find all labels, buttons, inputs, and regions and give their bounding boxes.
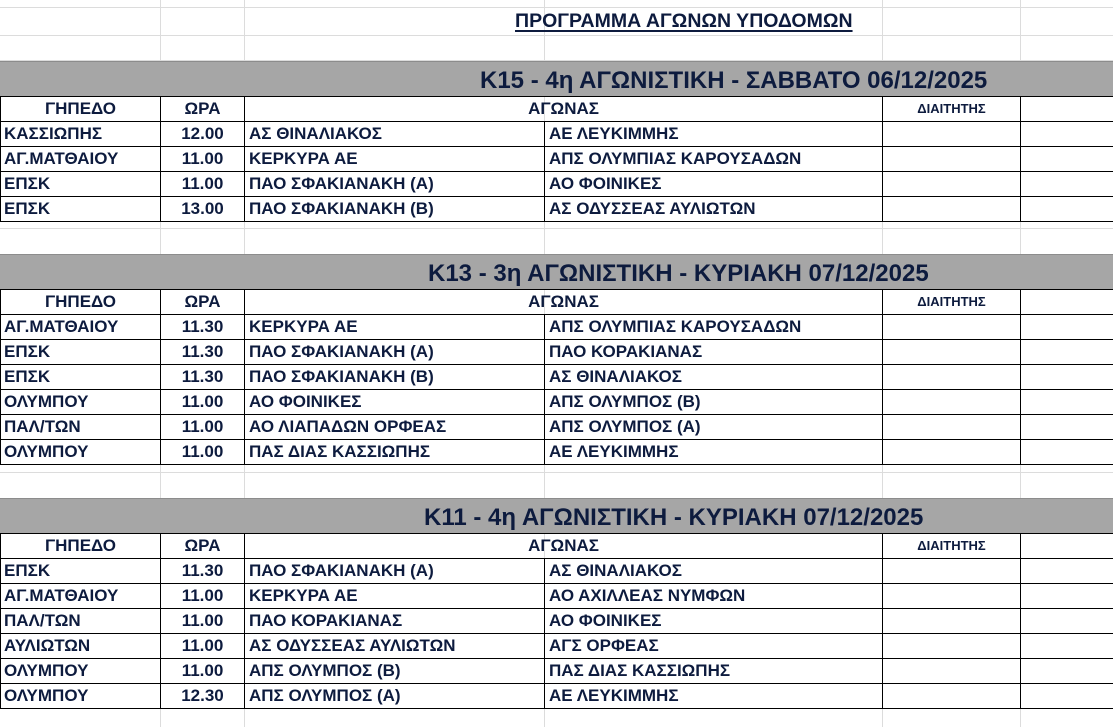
section-banner-k11 [0,498,1113,533]
venue-header: ΓΗΠΕΔΟ [1,290,161,315]
home-team-cell: ΠΑΟ ΣΦΑΚΙΑΝΑΚΗ (Β) [245,365,545,390]
section-title: Κ15 - 4η ΑΓΩΝΙΣΤΙΚΗ - ΣΑΒΒΑΤΟ 06/12/2025 [480,67,988,94]
time-cell: 11.00 [161,415,245,440]
empty-cell [1021,584,1113,609]
page-title: ΠΡΟΓΡΑΜΜΑ ΑΓΩΝΩΝ ΥΠΟΔΟΜΩΝ [515,10,853,32]
away-team-cell: ΑΠΣ ΟΛΥΜΠΙΑΣ ΚΑΡΟΥΣΑΔΩΝ [545,147,883,172]
table-row [1,415,1113,440]
away-team-cell: ΑΕ ΛΕΥΚΙΜΜΗΣ [545,440,883,465]
time-cell: 11.30 [161,315,245,340]
home-team-cell: ΚΕΡΚΥΡΑ ΑΕ [245,147,545,172]
away-team-cell: ΑΣ ΘΙΝΑΛΙΑΚΟΣ [545,559,883,584]
time-cell: 11.00 [161,584,245,609]
referee-cell [883,684,1021,709]
referee-cell [883,315,1021,340]
time-header: ΩΡΑ [161,290,245,315]
empty-cell [1021,559,1113,584]
away-team-cell: ΑΓΣ ΟΡΦΕΑΣ [545,634,883,659]
venue-cell: ΕΠΣΚ [1,365,161,390]
table-row [1,684,1113,709]
time-cell: 11.00 [161,634,245,659]
table-row [1,559,1113,584]
away-team-cell: ΑΣ ΟΔΥΣΣΕΑΣ ΑΥΛΙΩΤΩΝ [545,197,883,222]
referee-header: ΔΙΑΙΤΗΤΗΣ [883,97,1021,122]
table-row [1,315,1113,340]
home-team-cell: ΑΠΣ ΟΛΥΜΠΟΣ (Β) [245,659,545,684]
referee-cell [883,415,1021,440]
time-cell: 11.00 [161,172,245,197]
away-team-cell: ΠΑΟ ΚΟΡΑΚΙΑΝΑΣ [545,340,883,365]
venue-cell: ΕΠΣΚ [1,172,161,197]
empty-cell [1021,290,1113,315]
venue-cell: ΕΠΣΚ [1,340,161,365]
venue-header: ΓΗΠΕΔΟ [1,97,161,122]
time-cell: 11.30 [161,365,245,390]
empty-cell [1021,684,1113,709]
table-header-row [1,290,1113,315]
venue-cell: ΟΛΥΜΠΟΥ [1,440,161,465]
away-team-cell: ΑΟ ΦΟΙΝΙΚΕΣ [545,609,883,634]
schedule-table-k13 [0,289,1113,465]
time-cell: 13.00 [161,197,245,222]
home-team-cell: ΑΟ ΦΟΙΝΙΚΕΣ [245,390,545,415]
venue-cell: ΑΓ.ΜΑΤΘΑΙΟΥ [1,584,161,609]
table-row [1,172,1113,197]
table-row [1,390,1113,415]
empty-cell [1021,659,1113,684]
table-row [1,197,1113,222]
time-header: ΩΡΑ [161,534,245,559]
home-team-cell: ΚΕΡΚΥΡΑ ΑΕ [245,315,545,340]
section-title: Κ11 - 4η ΑΓΩΝΙΣΤΙΚΗ - ΚΥΡΙΑΚΗ 07/12/2025 [424,504,924,531]
referee-cell [883,340,1021,365]
time-cell: 11.00 [161,659,245,684]
table-header-row [1,534,1113,559]
home-team-cell: ΠΑΟ ΚΟΡΑΚΙΑΝΑΣ [245,609,545,634]
away-team-cell: ΑΠΣ ΟΛΥΜΠΟΣ (Α) [545,415,883,440]
away-team-cell: ΑΠΣ ΟΛΥΜΠΟΣ (Β) [545,390,883,415]
empty-cell [1021,122,1113,147]
away-team-cell: ΑΠΣ ΟΛΥΜΠΙΑΣ ΚΑΡΟΥΣΑΔΩΝ [545,315,883,340]
venue-cell: ΕΠΣΚ [1,559,161,584]
table-header-row [1,97,1113,122]
home-team-cell: ΠΑΟ ΣΦΑΚΙΑΝΑΚΗ (Α) [245,172,545,197]
venue-cell: ΟΛΥΜΠΟΥ [1,659,161,684]
table-row [1,340,1113,365]
away-team-cell: ΠΑΣ ΔΙΑΣ ΚΑΣΣΙΩΠΗΣ [545,659,883,684]
home-team-cell: ΠΑΟ ΣΦΑΚΙΑΝΑΚΗ (Α) [245,340,545,365]
time-cell: 11.30 [161,340,245,365]
empty-cell [1021,97,1113,122]
venue-cell: ΚΑΣΣΙΩΠΗΣ [1,122,161,147]
time-cell: 11.00 [161,440,245,465]
referee-cell [883,440,1021,465]
referee-cell [883,365,1021,390]
venue-cell: ΠΑΛ/ΤΩΝ [1,609,161,634]
empty-cell [1021,534,1113,559]
home-team-cell: ΑΟ ΛΙΑΠΑΔΩΝ ΟΡΦΕΑΣ [245,415,545,440]
referee-cell [883,197,1021,222]
time-cell: 11.30 [161,559,245,584]
empty-cell [1021,315,1113,340]
empty-cell [1021,365,1113,390]
table-row [1,122,1113,147]
referee-cell [883,172,1021,197]
venue-cell: ΑΥΛΙΩΤΩΝ [1,634,161,659]
section-banner-k15 [0,61,1113,96]
empty-cell [1021,147,1113,172]
table-row [1,609,1113,634]
referee-cell [883,584,1021,609]
match-header: ΑΓΩΝΑΣ [245,534,883,559]
venue-cell: ΠΑΛ/ΤΩΝ [1,415,161,440]
referee-cell [883,659,1021,684]
venue-header: ΓΗΠΕΔΟ [1,534,161,559]
empty-cell [1021,340,1113,365]
table-row [1,584,1113,609]
table-row [1,365,1113,390]
table-row [1,147,1113,172]
away-team-cell: ΑΣ ΘΙΝΑΛΙΑΚΟΣ [545,365,883,390]
empty-cell [1021,390,1113,415]
referee-cell [883,147,1021,172]
venue-cell: ΟΛΥΜΠΟΥ [1,684,161,709]
venue-cell: ΕΠΣΚ [1,197,161,222]
home-team-cell: ΚΕΡΚΥΡΑ ΑΕ [245,584,545,609]
schedule-table-k15 [0,96,1113,222]
away-team-cell: ΑΟ ΑΧΙΛΛΕΑΣ ΝΥΜΦΩΝ [545,584,883,609]
time-cell: 12.00 [161,122,245,147]
away-team-cell: ΑΕ ΛΕΥΚΙΜΜΗΣ [545,684,883,709]
referee-cell [883,390,1021,415]
section-banner-k13 [0,254,1113,289]
home-team-cell: ΑΣ ΘΙΝΑΛΙΑΚΟΣ [245,122,545,147]
time-cell: 11.00 [161,609,245,634]
referee-cell [883,609,1021,634]
match-header: ΑΓΩΝΑΣ [245,97,883,122]
schedule-table-k11 [0,533,1113,709]
table-row [1,634,1113,659]
empty-cell [1021,197,1113,222]
venue-cell: ΟΛΥΜΠΟΥ [1,390,161,415]
home-team-cell: ΠΑΣ ΔΙΑΣ ΚΑΣΣΙΩΠΗΣ [245,440,545,465]
referee-header: ΔΙΑΙΤΗΤΗΣ [883,534,1021,559]
away-team-cell: ΑΕ ΛΕΥΚΙΜΜΗΣ [545,122,883,147]
empty-cell [1021,609,1113,634]
away-team-cell: ΑΟ ΦΟΙΝΙΚΕΣ [545,172,883,197]
home-team-cell: ΠΑΟ ΣΦΑΚΙΑΝΑΚΗ (Α) [245,559,545,584]
referee-header: ΔΙΑΙΤΗΤΗΣ [883,290,1021,315]
time-cell: 12.30 [161,684,245,709]
referee-cell [883,634,1021,659]
referee-cell [883,559,1021,584]
table-row [1,440,1113,465]
table-row [1,659,1113,684]
venue-cell: ΑΓ.ΜΑΤΘΑΙΟΥ [1,315,161,340]
section-title: Κ13 - 3η ΑΓΩΝΙΣΤΙΚΗ - ΚΥΡΙΑΚΗ 07/12/2025 [428,260,929,287]
home-team-cell: ΑΠΣ ΟΛΥΜΠΟΣ (Α) [245,684,545,709]
time-cell: 11.00 [161,147,245,172]
empty-cell [1021,172,1113,197]
home-team-cell: ΠΑΟ ΣΦΑΚΙΑΝΑΚΗ (Β) [245,197,545,222]
referee-cell [883,122,1021,147]
time-cell: 11.00 [161,390,245,415]
match-header: ΑΓΩΝΑΣ [245,290,883,315]
home-team-cell: ΑΣ ΟΔΥΣΣΕΑΣ ΑΥΛΙΩΤΩΝ [245,634,545,659]
empty-cell [1021,440,1113,465]
time-header: ΩΡΑ [161,97,245,122]
empty-cell [1021,634,1113,659]
empty-cell [1021,415,1113,440]
venue-cell: ΑΓ.ΜΑΤΘΑΙΟΥ [1,147,161,172]
